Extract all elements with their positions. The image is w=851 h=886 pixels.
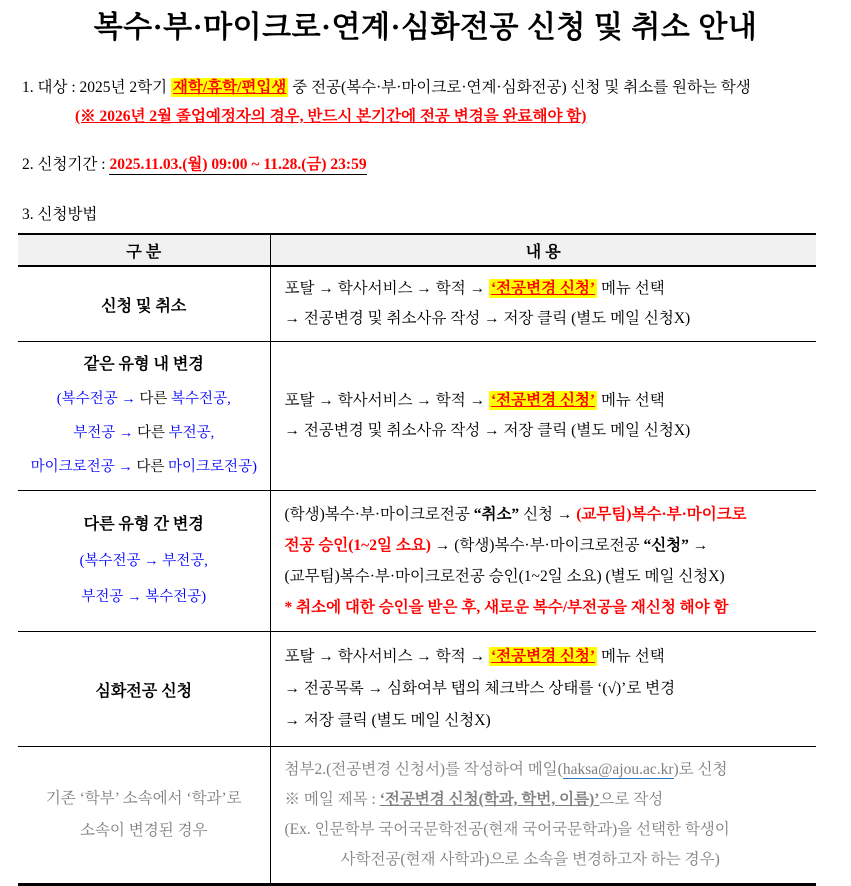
row-diff-type-sub2: 부전공 → 복수전공)	[81, 589, 207, 605]
menu-highlight: ‘전공변경 신청’	[491, 280, 596, 297]
row-intensive	[18, 632, 816, 747]
row-dept-change-category	[18, 747, 270, 885]
major-name: 부전공 →	[73, 425, 137, 441]
content-line	[285, 499, 803, 530]
content-line	[285, 641, 803, 673]
row-apply-cancel-title: 신청 및 취소	[101, 297, 187, 315]
major-name: 부전공,	[168, 425, 215, 441]
target-note-text: (※ 2026년 2월 졸업예정자의 경우, 반드시 본기간에 전공 변경을 완료해야 함)	[75, 108, 587, 125]
plain-text: → (학생)복수·부·마이크로전공	[430, 537, 644, 554]
plain-text: )로 신청	[673, 761, 728, 778]
content-line: (Ex. 인문학부 국어국문학전공(현재 국어국문학과)을 선택한 학생이	[284, 821, 730, 838]
content-line: → 전공목록 → 심화여부 탭의 체크박스 상태를 ‘(√)’로 변경	[284, 680, 676, 697]
target-highlight: 재학/휴학/편입생	[172, 79, 287, 96]
page-title: 복수·부·마이크로·연계·심화전공 신청 및 취소 안내	[93, 11, 758, 44]
row-dept-change-title2: 소속이 변경된 경우	[79, 822, 208, 839]
method-heading: 3. 신청방법	[22, 206, 98, 223]
row-same-type	[18, 342, 816, 491]
content-line: → 전공변경 및 취소사유 작성 → 저장 클릭 (별도 메일 신청X)	[284, 310, 691, 327]
plain-text: (학생)복수·부·마이크로전공	[284, 506, 474, 523]
major-name: (복수전공 →	[56, 391, 140, 407]
target-suffix: 중 전공(복수·부·마이크로·연계·심화전공) 신청 및 취소를 원하는 학생	[288, 79, 751, 96]
approver-text: (교무팀)복수·부·마이크로	[576, 506, 747, 523]
row-apply-cancel	[18, 266, 816, 342]
quoted-keyword: “취소”	[473, 506, 520, 523]
content-line: → 저장 클릭 (별도 메일 신청X)	[284, 712, 491, 729]
path-text: 포탈 → 학사서비스 → 학적 →	[284, 392, 490, 409]
row-dept-change-content	[270, 747, 816, 885]
major-name: 마이크로전공)	[168, 459, 257, 475]
method-table	[18, 233, 816, 886]
plain-text: 첨부2.(전공변경 신청서)를 작성하여 메일(	[284, 761, 563, 778]
content-line	[285, 785, 803, 815]
email-link[interactable]: haksa@ajou.ac.kr	[562, 761, 674, 778]
row-dept-change	[18, 747, 816, 885]
period-line	[22, 155, 851, 175]
col-header-content: 내 용	[270, 234, 816, 266]
warning-line: * 취소에 대한 승인을 받은 후, 새로운 복수/부전공을 재신청 해야 함	[284, 599, 729, 616]
major-name: 복수전공,	[171, 391, 231, 407]
row-diff-type-title: 다른 유형 간 변경	[83, 516, 204, 533]
col-header-category: 구 분	[18, 234, 270, 266]
path-text: 메뉴 선택	[597, 280, 665, 297]
content-line	[285, 274, 803, 304]
row-apply-cancel-content	[270, 266, 816, 342]
row-same-type-content	[270, 342, 816, 491]
path-text: 포탈 → 학사서비스 → 학적 →	[284, 648, 490, 665]
row-diff-type-content	[270, 491, 816, 632]
menu-highlight: ‘전공변경 신청’	[491, 648, 596, 665]
plain-text: 신청 →	[519, 506, 577, 523]
table-header-row	[18, 234, 816, 266]
period-value: 2025.11.03.(월) 09:00 ~ 11.28.(금) 23:59	[109, 156, 367, 173]
content-line: 사학전공(현재 사학과)으로 소속을 변경하고자 하는 경우)	[340, 851, 720, 868]
plain-text: →	[688, 537, 709, 554]
plain-text: 다른	[139, 391, 172, 407]
plain-text: 으로 작성	[599, 791, 664, 808]
row-same-type-category	[18, 342, 270, 491]
path-text: 메뉴 선택	[597, 392, 665, 409]
period-prefix: 2. 신청기간 :	[22, 156, 110, 173]
row-apply-cancel-category	[18, 266, 270, 342]
major-name: 마이크로전공 →	[30, 459, 137, 475]
plain-text: 다른	[136, 425, 169, 441]
quoted-keyword: “신청”	[643, 537, 689, 554]
row-dept-change-title1: 기존 ‘학부’ 소속에서 ‘학과’로	[45, 790, 242, 807]
row-diff-type	[18, 491, 816, 632]
target-prefix: 1. 대상 : 2025년 2학기	[22, 79, 171, 96]
path-text: 포탈 → 학사서비스 → 학적 →	[284, 280, 490, 297]
row-same-type-sub3	[19, 450, 269, 484]
plain-text: ※ 메일 제목 :	[284, 791, 380, 808]
row-diff-type-category	[18, 491, 270, 632]
path-text: 메뉴 선택	[597, 648, 665, 665]
content-line: (교무팀)복수·부·마이크로전공 승인(1~2일 소요) (별도 메일 신청X)	[284, 568, 725, 585]
content-line	[285, 386, 803, 416]
content-line	[285, 755, 803, 785]
row-diff-type-sub1: (복수전공 → 부전공,	[79, 553, 208, 569]
approver-text: 전공 승인(1~2일 소요)	[284, 537, 431, 554]
content-line	[285, 530, 803, 561]
row-intensive-category	[18, 632, 270, 747]
notice-document	[0, 8, 851, 886]
row-same-type-title: 같은 유형 내 변경	[83, 356, 204, 373]
target-line	[22, 78, 851, 98]
target-note	[75, 107, 851, 127]
plain-text: 다른	[136, 459, 169, 475]
row-intensive-title: 심화전공 신청	[95, 682, 193, 700]
row-same-type-sub1	[19, 382, 269, 416]
row-intensive-content	[270, 632, 816, 747]
content-line: → 전공변경 및 취소사유 작성 → 저장 클릭 (별도 메일 신청X)	[284, 422, 691, 439]
mail-subject-format: ‘전공변경 신청(학과, 학번, 이름)’	[379, 791, 600, 808]
menu-highlight: ‘전공변경 신청’	[491, 392, 596, 409]
row-same-type-sub2	[19, 416, 269, 450]
